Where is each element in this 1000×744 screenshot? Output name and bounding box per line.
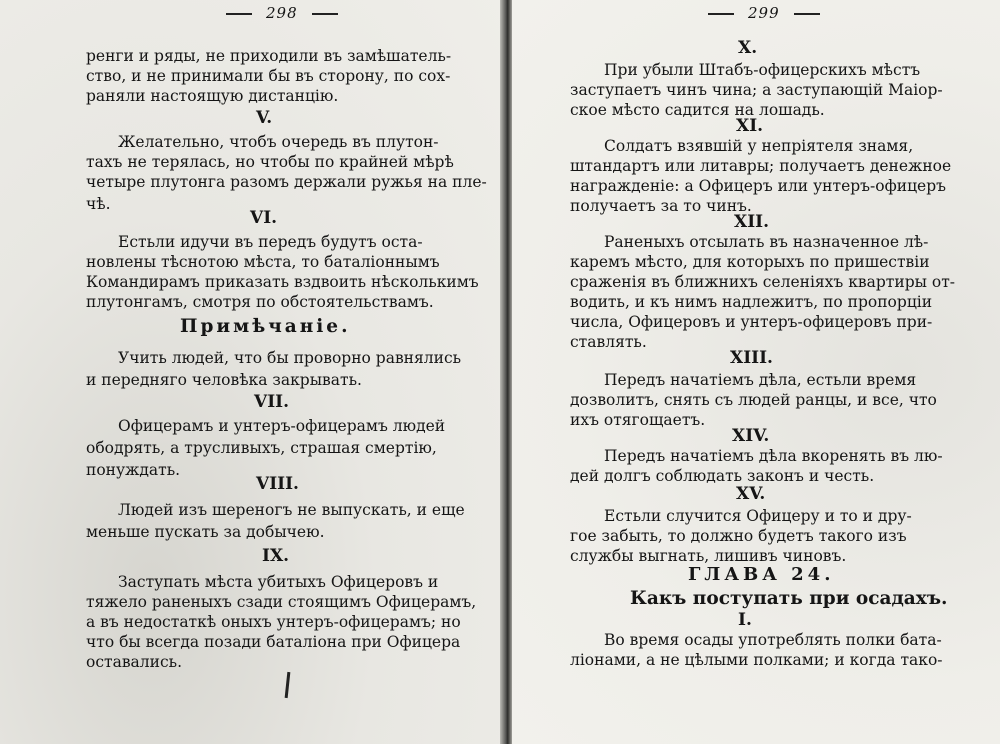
section-heading: VII. — [254, 392, 290, 412]
text-line: Солдатъ взявшій у непріятеля знамя, — [604, 137, 914, 155]
text-line: службы выгнать, лишивъ чиновъ. — [570, 547, 847, 565]
text-line: ство, и не принимали бы въ сторону, по сох- — [86, 67, 451, 85]
section-heading: XII. — [734, 212, 770, 232]
text-line: Заступать мѣста убитыхъ Офицеровъ и — [118, 573, 439, 591]
text-line: Естьли идучи въ передъ будутъ оста- — [118, 233, 423, 251]
text-line: водить, и къ нимъ надлежитъ, по пропорціи — [570, 293, 933, 311]
text-line: числа, Офицеровъ и унтеръ-офицеровъ при- — [570, 313, 933, 331]
text-line: награжденіе: а Офицеръ или унтеръ-офицеръ — [570, 177, 947, 195]
text-line: что бы всегда позади баталіона при Офицера — [86, 633, 461, 651]
text-line: Людей изъ шереногъ не выпускать, и еще — [118, 501, 465, 519]
text-line: Передъ начатіемъ дѣла вкоренять въ лю- — [604, 447, 943, 465]
right-page — [512, 0, 1000, 744]
text-line: гое забыть, то должно будетъ такого изъ — [570, 527, 907, 545]
text-line: Естьли случится Офицеру и то и дру- — [604, 507, 912, 525]
text-line: четыре плутонга разомъ держали ружья на пле- — [86, 173, 487, 191]
text-line: сраженія въ ближнихъ селеніяхъ квартиры от- — [570, 273, 956, 291]
section-heading: XV. — [736, 484, 766, 504]
text-line: Командирамъ приказать вздвоить нѣсколькимъ — [86, 273, 479, 291]
ink-mark — [285, 672, 291, 698]
text-line: ихъ отягощаетъ. — [570, 411, 706, 429]
text-line: дей долгъ соблюдать законъ и честь. — [570, 467, 875, 485]
text-line: дозволитъ, снять съ людей ранцы, и все, что — [570, 391, 937, 409]
text-line: чѣ. — [86, 195, 111, 213]
section-heading: XIII. — [730, 348, 773, 368]
text-line: а въ недостаткѣ оныхъ унтеръ-офицерамъ; но — [86, 613, 461, 631]
text-line: оставались. — [86, 653, 183, 671]
page-number: 298 — [212, 4, 352, 22]
text-line: плутонгамъ, смотря по обстоятельствамъ. — [86, 293, 434, 311]
section-heading: XIV. — [732, 426, 770, 446]
text-line: ободрять, а трусливыхъ, страшая смертію, — [86, 439, 437, 457]
text-line: ренги и ряды, не приходили въ замѣшатель- — [86, 47, 452, 65]
text-line: Во время осады употреблять полки бата- — [604, 631, 942, 649]
section-heading: VIII. — [256, 474, 299, 494]
text-line: Желательно, чтобъ очередь въ плутон- — [118, 133, 439, 151]
text-line: получаетъ за то чинъ. — [570, 197, 752, 215]
text-line: ліонами, а не цѣлыми полками; и когда тако- — [570, 651, 943, 669]
section-heading: IX. — [262, 546, 290, 566]
text-line: понуждать. — [86, 461, 181, 479]
text-line: Учить людей, что бы проворно равнялись — [118, 349, 462, 367]
section-heading: I. — [738, 610, 752, 630]
text-line: и передняго человѣка закрывать. — [86, 371, 362, 389]
section-heading: V. — [256, 108, 273, 128]
section-heading: VI. — [250, 208, 278, 228]
page-number: 299 — [694, 4, 834, 22]
text-line: Передъ начатіемъ дѣла, естьли время — [604, 371, 917, 389]
text-line: тяжело раненыхъ сзади стоящимъ Офицерамъ, — [86, 593, 477, 611]
text-line: штандартъ или литавры; получаетъ денежное — [570, 157, 952, 175]
text-line: ставлять. — [570, 333, 647, 351]
text-line: ское мѣсто садится на лошадь. — [570, 101, 825, 119]
chapter-subtitle: Какъ поступать при осадахъ. — [630, 588, 948, 609]
text-line: новлены тѣснотою мѣста, то баталіоннымъ — [86, 253, 440, 271]
section-heading: X. — [738, 38, 758, 58]
chapter-heading: ГЛАВА 24. — [688, 564, 835, 585]
text-line: меньше пускать за добычею. — [86, 523, 325, 541]
text-line: заступаетъ чинъ чина; а заступающій Маіор- — [570, 81, 943, 99]
note-heading: Примѣчаніе. — [180, 316, 351, 337]
text-line: каремъ мѣсто, для которыхъ по пришествіи — [570, 253, 930, 271]
text-line: Раненыхъ отсылать въ назначенное лѣ- — [604, 233, 929, 251]
text-line: Офицерамъ и унтеръ-офицерамъ людей — [118, 417, 446, 435]
text-line: При убыли Штабъ-офицерскихъ мѣстъ — [604, 61, 921, 79]
section-heading: XI. — [736, 116, 764, 136]
text-line: раняли настоящую дистанцію. — [86, 87, 339, 105]
text-line: тахъ не терялась, но чтобы по крайней мѣрѣ — [86, 153, 454, 171]
